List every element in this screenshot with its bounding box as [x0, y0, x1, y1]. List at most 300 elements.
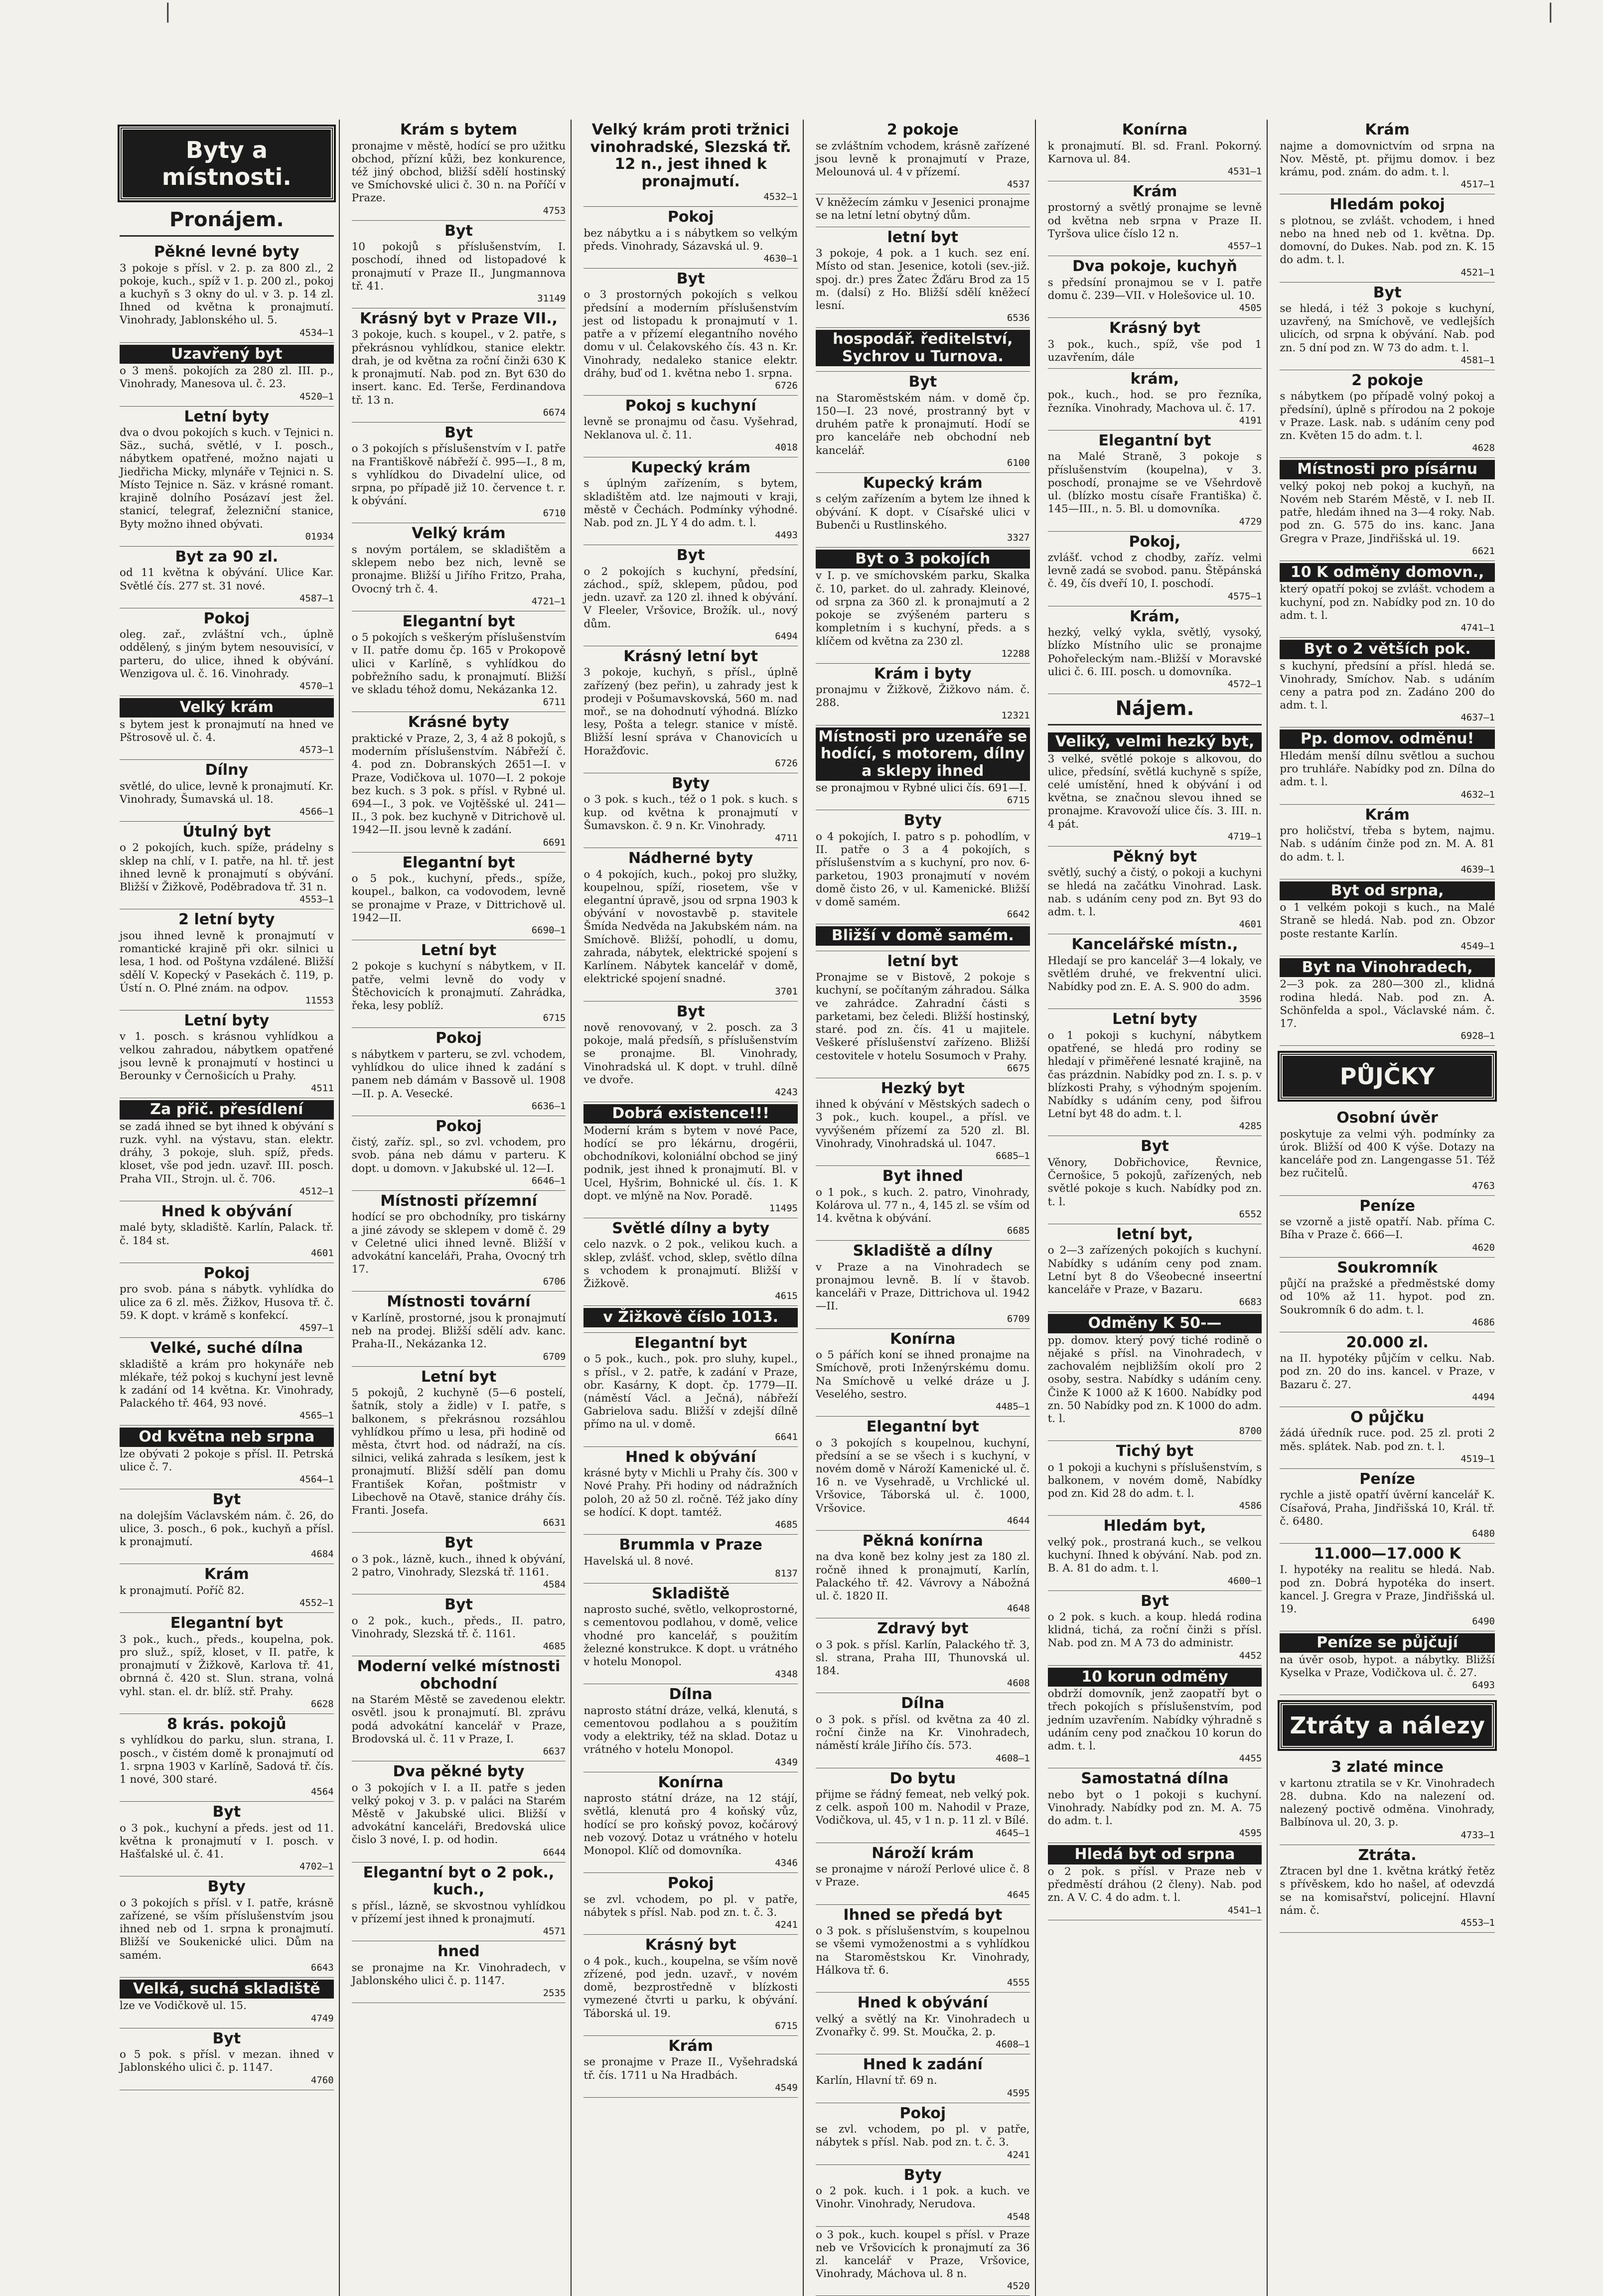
- ad-body: v 1. posch. s krásnou vyhlídkou a velkou zahradou, nábytkem opatřené jsou levně k pronajmutí v hostinci u Berounky v Černošicích u Prahy.: [120, 1030, 334, 1083]
- ad-title: Pěkný byt: [1112, 848, 1197, 865]
- section-rent: Pronájem.: [120, 208, 334, 237]
- classified-ad: [1048, 1666, 1262, 1769]
- ad-reference: 6715: [543, 1012, 566, 1024]
- ad-reference: 6643: [310, 1962, 334, 1973]
- ad-body: Karlín, Hlavní tř. 69 n.: [815, 2074, 937, 2087]
- classified-ad: [352, 611, 566, 713]
- ad-reference: 4455: [1239, 1753, 1262, 1764]
- ad-title: Dva pokoje, kuchyň: [1072, 258, 1237, 276]
- ad-title: Byt o 2 větších pok.: [1280, 640, 1495, 659]
- ad-body: se pronajme v Praze II., Vyšehradská tř. čís. 1711 u Na Hradbách.: [583, 2056, 798, 2082]
- ad-reference: 6628: [310, 1698, 334, 1710]
- ad-title: Elegantní byt o 2 pok., kuch.,: [363, 1864, 555, 1899]
- ad-body: naprosto státní dráze, velká, klenutá, s cementovou podlahou a s použitím vody a elektriky, též na sklad. Dotaz u vrátného v hotelu Monopol.: [583, 1704, 798, 1756]
- classified-ad: [816, 2103, 1030, 2165]
- ad-title: Pěkná konírna: [862, 1532, 983, 1550]
- ad-body: k pronajmutí. Poříč 82.: [120, 1584, 245, 1597]
- ad-reference: 4685: [775, 1519, 798, 1530]
- ad-title: Dílny: [205, 761, 249, 779]
- ad-reference: 8700: [1239, 1426, 1262, 1437]
- ad-reference: 4620: [1472, 1242, 1495, 1253]
- ad-title: Kancelářské místn.,: [1071, 936, 1238, 954]
- ad-body: na úvěr osob, hypot. a nábytky. Bližší Kyselka v Praze, Vodičkova ul. č. 27.: [1280, 1653, 1495, 1680]
- ad-title: Útulný byt: [182, 823, 271, 841]
- ad-body: pro svob. pána s nábytk. vyhlídka do ulice za 6 zl. měs. Žižkov, Husova tř. č. 59. K dopt. v krámě s konfekcí.: [120, 1283, 334, 1322]
- ad-body: o 3 pok. s přísl. od května za 40 zl. roční činže na Kr. Vinohradech, náměstí krále Jiřího čís. 573.: [815, 1713, 1030, 1752]
- ad-body: který opatří pokoj se zvlášt. vchodem a kuchyní, pod zn. Nabídky pod zn. 10 do adm. t. l.: [1280, 583, 1495, 622]
- ad-title: Hned k obývání: [857, 1994, 988, 2011]
- classified-ad: [120, 1426, 334, 1489]
- ad-title: v Žižkově číslo 1013.: [583, 1308, 798, 1327]
- ad-title: Pokoj: [667, 208, 714, 226]
- classified-ad: [120, 1201, 334, 1263]
- classified-ad: [583, 396, 798, 457]
- ad-reference: 4571: [543, 1926, 566, 1937]
- classified-ad: [120, 1263, 334, 1338]
- column-4: [811, 120, 1036, 2296]
- ad-title: Byt na Vinohradech,: [1280, 958, 1495, 978]
- ad-reference: 4601: [310, 1247, 334, 1259]
- ad-body: 3 pokoje s přísl. v 2. p. za 800 zl., 2 pokoje, kuch., spíž v 1. p. 200 zl., pokoj a kuchyň s 3 okny do ul. v 3. p. 14 zl. Ihned od května k pronajmutí. Vinohrady, Jablonského ul. 5.: [120, 262, 334, 327]
- ad-reference: 4601: [1239, 919, 1262, 930]
- ad-reference: 4648: [1007, 1603, 1030, 1614]
- classified-ad: [120, 1714, 334, 1802]
- ad-title: Krám i byty: [874, 665, 972, 683]
- ad-reference: 4241: [1007, 2149, 1030, 2160]
- classified-ad: [1280, 879, 1495, 956]
- ad-body: Hledají se pro kancelář 3—4 lokaly, ve světlém druhé, ve frekventní ulici. Nabídky pod zn. E. A. S. 900 do adm.: [1047, 954, 1262, 994]
- ad-reference: 4586: [1239, 1500, 1262, 1512]
- ad-title: Kupecký krám: [631, 458, 751, 476]
- ad-title: Světlé dílny a byty: [612, 1219, 770, 1237]
- ad-title: Byt: [1373, 284, 1402, 301]
- ad-body: se pronajme v nároží Perlové ulice č. 8 v Praze.: [815, 1863, 1030, 1889]
- ad-title: Pokoj s kuchyní: [625, 397, 756, 415]
- ad-reference: 4595: [1239, 1828, 1262, 1839]
- ad-reference: 3701: [775, 986, 798, 997]
- ad-reference: 4645—1: [996, 1827, 1030, 1839]
- classified-ad: [583, 1102, 798, 1218]
- classified-ad: [583, 120, 798, 207]
- ad-reference: 6685—1: [996, 1150, 1030, 1162]
- classified-ad: [1048, 1312, 1262, 1441]
- newspaper-page: [115, 120, 1500, 2292]
- ad-body: se zvl. vchodem, po pl. v patře, nábytek s přísl. Nab. pod zn. t. č. 3.: [815, 2123, 1030, 2149]
- classified-ad: [816, 194, 1030, 227]
- ad-title: O půjčku: [1350, 1408, 1425, 1426]
- ad-body: hezký, velký vykla, světlý, vysoký, blízko Místního ulic se pronajme Pohořeleckým nam.-Bližší v Moravské ulici č. 6. III. posch. u domovníka.: [1047, 626, 1262, 678]
- ad-body: hodící se pro obchodníky, pro tiskárny a jiné závody se sklepem v domě č. 29 v Celetné ulici ihned levně. Bližší v advokátní kanceláři, Praha, Ovocný trh 17.: [351, 1211, 566, 1276]
- classified-ad: [1048, 256, 1262, 318]
- classified-ad: [583, 1535, 798, 1583]
- ad-title: Skladiště a dílny: [853, 1242, 993, 1260]
- classified-ad: [1280, 805, 1495, 879]
- classified-ad: [816, 1241, 1030, 1328]
- ad-title: Letní byt: [421, 941, 497, 959]
- classified-ad: [1048, 181, 1262, 256]
- ad-body: pro holičství, třeba s bytem, najmu. Nab. s udáním činže pod zn. M. A. 81 do adm. t. l.: [1280, 825, 1495, 863]
- ad-title: Velký krám proti tržnici vinohradské, Slezská tř. 12 n., jest ihned k pronajmutí.: [590, 121, 791, 190]
- ad-reference: 6480: [1472, 1528, 1495, 1539]
- ad-reference: 4733—1: [1460, 1829, 1495, 1841]
- ad-body: na dolejším Václavském nám. č. 26, do ulice, 3. posch., 6 pok., kuchyň a přísl. k pronajmutí.: [120, 1509, 334, 1549]
- classified-ad: [1048, 1136, 1262, 1224]
- classified-ad: [120, 909, 334, 1010]
- classified-ad: [816, 810, 1030, 924]
- classified-ad: [1048, 1768, 1262, 1843]
- ad-reference: 4191: [1239, 415, 1262, 426]
- ad-title: letní byt: [887, 952, 959, 970]
- ad-reference: 12321: [1001, 710, 1030, 721]
- classified-ad: [352, 1367, 566, 1533]
- ad-reference: 4537: [1007, 179, 1030, 190]
- ad-body: obdrží domovník, jenž zaopatří byt o třech pokojích s příslušenstvím, pod jedním uzavřením. Nabídky výhradně s udáním ceny pod značkou 10 korun do adm. t. l.: [1047, 1688, 1262, 1753]
- ad-body: v Praze a na Vinohradech se pronajmou levně. B. lí v štavob. kanceláři v Praze, Dittrichova ul. 1942—II.: [815, 1261, 1030, 1313]
- ad-reference: 6552: [1239, 1208, 1262, 1220]
- ad-title: Krám s bytem: [400, 121, 518, 139]
- classified-ad: [120, 2028, 334, 2090]
- ad-reference: 6709: [543, 1351, 566, 1362]
- classified-ad: [583, 646, 798, 773]
- banner-lost: Ztráty a nálezy: [1280, 1702, 1495, 1749]
- ad-title: 3 zlaté mince: [1331, 1758, 1444, 1776]
- ad-body: levně se pronajmu od času. Vyšehrad, Neklanova ul. č. 11.: [583, 416, 798, 441]
- ad-body: 3 pok., kuch., předs., koupelna, pok. pro služ., spíž, kloset, v II. patře, k pronajmutí v Žižkově, Karlova tř. 41, obrnná č. 420 st. Slun. strana, volná vyhl. stan. el. dr. blíž. stř. Prahy.: [120, 1633, 334, 1698]
- ad-title: Místnosti pro uzenáře se hodící, s motorem, dílny a sklepy ihned: [816, 727, 1030, 781]
- classified-ad: [816, 725, 1030, 811]
- ad-reference: 6683: [1239, 1296, 1262, 1308]
- ad-reference: 4349: [775, 1756, 798, 1768]
- ad-reference: 6709: [1007, 1313, 1030, 1324]
- ad-reference: 11553: [305, 995, 334, 1006]
- ad-reference: 4597—1: [299, 1322, 334, 1333]
- classified-ad: [583, 1583, 798, 1685]
- classified-ad: [816, 1843, 1030, 1905]
- ad-reference: 4721—1: [531, 595, 566, 607]
- section-lease: Nájem.: [1048, 697, 1262, 725]
- classified-ad: [1280, 727, 1495, 804]
- classified-ad: [583, 1218, 798, 1306]
- ad-body: pronajme v městě, hodící se pro užitku obchod, přízní kůži, bez konkurence, též jiný obchod, bližší sdělí hostinský ve Smíchovské ulici č. 30 n. na Poříčí v Praze.: [351, 140, 566, 205]
- ad-title: Byt: [212, 2029, 241, 2047]
- classified-ad: [352, 853, 566, 940]
- ad-body: o 3 pok., lázně, kuch., ihned k obývání, 2 patro, Vinohrady, Slezská tř. 1161.: [351, 1553, 566, 1579]
- ad-title: Velký krám: [120, 698, 334, 718]
- classified-ad: [1280, 1757, 1495, 1845]
- ad-title: Ihned se předá byt: [843, 1906, 1003, 1924]
- classified-ad: [583, 848, 798, 1001]
- classified-ad: [816, 2054, 1030, 2103]
- ad-title: Krám: [204, 1566, 249, 1583]
- ad-body: o 4 pok., kuch., koupelna, se vším nově zřízené, pod jedn. uzavř., v novém domě, bezprostředně v blízkosti vymezené čtvrti u parku, k obývání. Táborská ul. 19.: [583, 1955, 798, 2020]
- ad-title: Krám: [1132, 182, 1177, 200]
- classified-ad: [120, 1338, 334, 1426]
- ad-title: Byt: [444, 1534, 473, 1552]
- ad-body: na Malé Straně, 3 pokoje s příslušenstvím (koupelna), v 3. poschodí, pronajme se ve Všehrdově ul. (blízko mostu císaře Františka) č. 145—III., n. 5. Bl. u domovníka.: [1047, 450, 1262, 516]
- margin-mark-left: |: [164, 0, 171, 23]
- ad-reference: 6646—1: [531, 1175, 566, 1186]
- ad-title: Elegantní byt: [402, 612, 515, 630]
- ad-title: Pokoj: [436, 1117, 482, 1135]
- ad-body: s předsíní pronajmou se v I. patře domu č. 239—VII. v Holešovice ul. 10.: [1047, 276, 1262, 302]
- classified-ad: [1048, 532, 1262, 606]
- ad-title: Byt: [676, 270, 705, 287]
- classified-ad: [352, 712, 566, 852]
- ad-reference: 6637: [543, 1746, 566, 1757]
- ad-reference: 6631: [543, 1517, 566, 1529]
- ad-title: Krásné byty: [408, 714, 510, 731]
- ad-reference: 4608—1: [996, 1752, 1030, 1764]
- ad-reference: 4493: [775, 530, 798, 541]
- classified-ad: [1280, 638, 1495, 727]
- ad-title: Konírna: [658, 1773, 724, 1791]
- classified-ad: [120, 343, 334, 407]
- ad-title: Byt: [212, 1803, 241, 1821]
- classified-ad: [120, 1613, 334, 1714]
- ad-title: Letní byty: [184, 1011, 270, 1029]
- ad-body: na Starém Městě se zavedenou elektr. osvětl. jsou k pronajmutí. Bl. zprávu podá advokátní kancelář v Praze, Brodovská ul. č. 11 v Praze, I.: [351, 1694, 566, 1745]
- ad-reference: 4615: [775, 1291, 798, 1302]
- classified-ad: [1280, 120, 1495, 194]
- ad-reference: 4608: [1007, 1678, 1030, 1689]
- classified-ad: [583, 1447, 798, 1535]
- classified-ad: [583, 1935, 798, 2036]
- ad-body: s nábytkem (po případě volný pokoj a předsíní), úplně s přírodou na 2 pokoje v Praze. Lask. nab. s udáním ceny pod zn. Květen 15 do adm. t. l.: [1280, 390, 1495, 442]
- ad-reference: 4711: [775, 833, 798, 844]
- ad-title: 8 krás. pokojů: [167, 1715, 287, 1733]
- ad-reference: 4573—1: [299, 744, 334, 756]
- column-2: [347, 120, 572, 2296]
- ad-body: o 3 pokojích s příslušenstvím v I. patře na Františkově nábřeží č. 995—I., 8 m, s vyhlídkou do Divadelní ulice, od srpna, po případě již 10. července t. r. k obývání.: [351, 442, 566, 508]
- ad-reference: 6706: [543, 1276, 566, 1288]
- ad-reference: 6691: [543, 837, 566, 848]
- ad-body: s nábytkem v parteru, se zvl. vchodem, vyhlídkou do ulice ihned k zadání s panem neb dámám v Bassově ul. 1908—II. p. A. Vesecké.: [351, 1048, 566, 1100]
- classified-ad: [1048, 1843, 1262, 1920]
- ad-body: pp. domov. který pový tiché rodině o nějaké s přísl. na Vinohradech, v zachovalém nejbližším okolí pro 2 osoby, sestra. Nabídky s udáním ceny. Činže K 1000 až K 1600. Nabídky pod zn. 50 Nabídky pod zn. K 1000 do adm. t. l.: [1047, 1334, 1262, 1425]
- ad-body: o 2 pok. s kuch. a koup. hledá rodina klidná, tichá, za roční činži s přísl. Nab. pod zn. M A 73 do administr.: [1047, 1611, 1262, 1650]
- classified-ad: [816, 1905, 1030, 1993]
- ad-body: o 3 menš. pokojích za 280 zl. III. p., Vinohrady, Manesova ul. č. 23.: [120, 365, 334, 391]
- ad-title: Elegantní byt: [1098, 431, 1211, 449]
- classified-ad: [120, 547, 334, 608]
- ad-title: Elegantní byt: [170, 1614, 283, 1632]
- ad-reference: 4572—1: [1227, 679, 1262, 690]
- classified-ad: [120, 1098, 334, 1201]
- ad-body: o 2 pok. s přísl. v Praze neb v předměstí dráhou (2 členy). Nab. pod zn. A V. C. 4 do adm. t. l.: [1047, 1865, 1262, 1904]
- classified-ad: [816, 1693, 1030, 1768]
- ad-body: s novým portálem, se skladištěm a sklepem nebo bez nich, levně se pronajme. Bližší u Jiřího Fritzo, Praha, Ovocný trh č. 4.: [351, 543, 566, 595]
- ad-body: o 5 pok. s přísl. v mezan. ihned v Jablonského ulici č. p. 1147.: [120, 2048, 334, 2074]
- classified-ad: [816, 2165, 1030, 2227]
- ad-title: Soukromník: [1337, 1259, 1438, 1277]
- ad-body: o 5 pok., kuchyní, předs., spíže, koupel., balkon, ca vodovodem, levně se pronajme v Praze, v Dittrichově ul. 1942—II.: [351, 872, 566, 924]
- classified-ad: [352, 1941, 566, 2003]
- ad-title: letní byt: [887, 228, 959, 246]
- ad-title: Pokoj: [667, 1874, 714, 1892]
- ad-reference: 4552—1: [299, 1597, 334, 1609]
- ad-body: se pronajme na Kr. Vinohradech, v Jablonského ulici č. p. 1147.: [351, 1961, 566, 1987]
- classified-ad: [1048, 369, 1262, 430]
- ad-title: Velký krám: [412, 525, 506, 543]
- ad-reference: 4549: [775, 2082, 798, 2093]
- ad-body: nebo byt o 1 pokoji s kuchyní. Vinohrady. Nabídky pod zn. M. A. 75 do adm. t. l.: [1047, 1788, 1262, 1828]
- ad-body: s bytem jest k pronajmutí na hned ve Pštrosově ul. č. 4.: [120, 718, 334, 744]
- ad-title: 11.000—17.000 K: [1313, 1545, 1461, 1563]
- ad-reference: 4564—1: [299, 1474, 334, 1485]
- ad-body: s plotnou, se zvlášt. vchodem, i hned nebo na hned neb od 1. května. Dp. domovní, do Dukes. Nab. pod zn. K. 15 do adm. t. l.: [1280, 214, 1495, 267]
- ad-reference: 6726: [775, 380, 798, 391]
- ad-title: Nároží krám: [872, 1844, 974, 1862]
- ad-title: 2 letní byty: [178, 911, 275, 929]
- ad-title: Byt za 90 zl.: [175, 548, 279, 566]
- ad-body: o 3 pokojích s koupelnou, kuchyní, předsíní a se se všech i s kuchyní, v novém domě v Nároží Kamenické ul. č. 16 n. ve Vysehradě, u Vrchlické ul. Vršovice, Táborská ul. č. 1000, Vršovice.: [815, 1436, 1030, 1515]
- classified-ad: [1280, 1631, 1495, 1695]
- ad-reference: 6674: [543, 407, 566, 418]
- classified-ad: [816, 951, 1030, 1078]
- classified-ad: [120, 1010, 334, 1098]
- ad-body: se hledá, i též 3 pokoje s kuchyní, uzavřený, na Smíchově, ve vedlejších ulicích, od srpna k obývání. Nab. pod zn. 5 dní pod zn. W 73 do adm. t. l.: [1280, 302, 1495, 354]
- ad-title: Letní byty: [1112, 1010, 1197, 1028]
- classified-ad: [816, 473, 1030, 548]
- ad-title: krám,: [1130, 370, 1179, 388]
- banner-rooms: Byty a místnosti.: [120, 127, 334, 200]
- ad-title: Ztráta.: [1358, 1846, 1417, 1864]
- ad-title: Krám: [668, 2037, 713, 2055]
- ad-body: přijme se řádný femeat, neb velký pok. z celk. aspoň 100 m. Nahodil v Praze, Vodičkova, ul. 45, v 1 n. p. 11 zl. v Bílé.: [815, 1788, 1030, 1827]
- ad-body: skladiště a krám pro hokynáře neb mlékaře, též pokoj s kuchyní jest levně k zadání od 14 května. Kr. Vinohrady, Palackého tř. 464, 93 nové.: [120, 1358, 334, 1410]
- ad-title: Velká, suchá skladiště: [120, 1980, 334, 1999]
- ad-body: nově renovovaný, v 2. posch. za 3 pokoje, malá předsíň, s příslušenstvím se pronajme. Bl. Vinohrady, Vinohradská ul. K dopt. v truhl. dílně ve dvoře.: [583, 1021, 798, 1086]
- ad-title: Hledá byt od srpna: [1048, 1845, 1262, 1865]
- margin-mark-right: |: [1547, 0, 1554, 23]
- ad-body: o 5 pokojích s veškerým příslušenstvím v II. patře domu čp. 165 v Prokopově ulici v Karlíně, s vyhlídkou do pobřežního sadu, k pronajmutí. Bližší ve skladu téhož domu, Nekázanka 12.: [351, 631, 566, 697]
- classified-ad: [1048, 1591, 1262, 1666]
- ad-reference: 4557—1: [1227, 241, 1262, 252]
- ad-title: Byt o 3 pokojích: [816, 550, 1030, 569]
- ad-body: se vzorně a jistě opatří. Nab. příma C. Bíha v Praze č. 666—I.: [1280, 1216, 1495, 1242]
- ad-title: Hledám byt,: [1103, 1517, 1206, 1535]
- ad-title: Peníze se půjčují: [1280, 1633, 1495, 1653]
- ad-title: Peníze: [1359, 1470, 1416, 1488]
- classified-ad: [352, 1863, 566, 1941]
- ad-body: v I. p. ve smíchovském parku, Skalka č. 10, parket. do ul. zahrady. Kleinové, od srpna za 360 zl. k pronajmutí a 2 pokoje se zvýšeném parteru s kompletním i s kuchyní, předs. a s klíčem od května za 230 zl.: [815, 570, 1030, 648]
- ad-reference: 6690—1: [531, 924, 566, 936]
- ad-body: o 3 pok., kuchyní a předs. jest od 11. května k pronajmutí v I. posch. v Hašťalské ul. č. 41.: [120, 1822, 334, 1861]
- classified-ad: [816, 1768, 1030, 1843]
- ad-body: najme a domovnictvím od srpna na Nov. Městě, pt. přijmu domov. i bez krámu, pod. znám. do adm. t. l.: [1280, 140, 1495, 178]
- ad-body: světlé, do ulice, levně k pronajmutí. Kr. Vinohrady, Šumavská ul. 18.: [120, 780, 334, 806]
- classified-ad: [583, 1306, 798, 1333]
- ad-reference: 4553—1: [299, 894, 334, 905]
- ad-title: Pokoj: [899, 2104, 946, 2122]
- ad-reference: 4686: [1472, 1316, 1495, 1328]
- ad-reference: 4505: [1239, 302, 1262, 314]
- ad-reference: 4452: [1239, 1650, 1262, 1661]
- classified-ad: [583, 207, 798, 269]
- ad-title: Peníze: [1359, 1197, 1416, 1215]
- ad-reference: 4608—1: [996, 2038, 1030, 2050]
- ad-body: prostorný a světlý pronajme se levně od května neb srpna v Praze II. Tyršova ulice číslo 12 n.: [1047, 201, 1262, 240]
- ad-reference: 4549—1: [1460, 940, 1495, 952]
- ad-reference: 4628: [1472, 442, 1495, 454]
- ad-reference: 4243: [775, 1087, 798, 1098]
- ad-reference: 8137: [775, 1568, 798, 1579]
- ad-body: na II. hypotéky půjčím v celku. Nab. pod zn. 20 do ins. kancel. v Praze, v Bazaru č. 27.: [1280, 1352, 1495, 1391]
- ad-reference: 4018: [775, 441, 798, 453]
- classified-ad: [1280, 194, 1495, 282]
- ad-reference: 6675: [1007, 1062, 1030, 1074]
- ad-title: Za přič. přesídlení: [120, 1100, 334, 1120]
- ad-reference: 4749: [310, 2012, 334, 2024]
- ad-body: praktické v Praze, 2, 3, 4 až 8 pokojů, s moderním příslušenstvím. Nábřeží č. 4. pod zn. Dobranských 2651—I. v Praze, Vodičkova ul. 1070—I. 2 pokoje bez kuch. s 3 pok. s přísl. v Rybné ul. 694—I., 3 pok. ve Vojtěšské ul. 241—II., 3 pok. bez kuchyně v Ditrichově ul. 1942—II. jsou levně k zadání.: [351, 732, 566, 837]
- classified-ad: [816, 1078, 1030, 1166]
- ad-reference: 4763: [1472, 1180, 1495, 1191]
- ad-body: od 11 května k obývání. Ulice Kar. Světlé čís. 277 st. 31 nové.: [120, 567, 334, 592]
- ad-body: o 2 pokojích s kuchyní, předsíní, záchod., spíž, sklepem, půdou, pod jedn. uzavř. za 120 zl. ihned k obývání. V Fleeler, Vršovice, Brožík. ul., nový dům.: [583, 565, 798, 630]
- classified-ad: [816, 1993, 1030, 2054]
- ad-body: světlý, suchý a čistý, o pokoji a kuchyni se hledá na začátku Vinohrad. Lask. nab. s udáním ceny pod zn. Byt 93 do adm. t. l.: [1047, 866, 1262, 918]
- ad-reference: 4570—1: [299, 681, 334, 692]
- classified-ad: [120, 696, 334, 760]
- ad-title: Byty: [903, 812, 942, 830]
- classified-ad: [120, 1564, 334, 1613]
- classified-ad: [583, 269, 798, 396]
- ad-body: o 5 pok., kuch., pok. pro sluhy, kupel., s přísl., v 2. patře, k zadání v Praze, obr. Kasárny, K dopt. čp. 1779—II. (náměstí Václ. a Ječná), nábřeží Gabrielova sadu. Bližší v zdejší dílně přímo na ul. v domě.: [583, 1353, 798, 1431]
- classified-ad: [816, 1166, 1030, 1241]
- ad-title: Byt: [444, 1596, 473, 1614]
- ad-title: Krásný letní byt: [623, 647, 758, 665]
- ad-body: V kněžecím zámku v Jesenici pronajme se na letní letní obytný dům.: [815, 196, 1030, 222]
- classified-ad: [120, 760, 334, 822]
- ad-reference: 4741—1: [1460, 622, 1495, 634]
- ad-title: Krásný byt: [1109, 319, 1200, 337]
- classified-ad: [1048, 1441, 1262, 1516]
- ad-body: o 3 pok. s příslušenstvím, s koupelnou se všemi vymoženostmi a s vyhlídkou na Staroměstskou Kr. Vinohrady, Hálkova tř. 6.: [815, 1925, 1030, 1977]
- ad-title: Bližší v domě samém.: [816, 926, 1030, 946]
- ad-title: hospodář. ředitelství, Sychrov u Turnova.: [816, 330, 1030, 366]
- classified-ad: [120, 407, 334, 547]
- ad-reference: 4639—1: [1460, 863, 1495, 875]
- ad-title: Pokoj: [203, 1264, 250, 1282]
- classified-ad: [120, 1876, 334, 1978]
- ad-reference: 4512—1: [299, 1185, 334, 1197]
- classified-ad: [352, 523, 566, 611]
- classified-ad: [352, 221, 566, 308]
- ad-reference: 6685: [1007, 1225, 1030, 1237]
- ad-title: Byt: [212, 1491, 241, 1509]
- ad-body: Pronajme se v Bistově, 2 pokoje s kuchyní, se počítaným záhradou. Sálka ve zahrádce. Zahradní části s parketami, bez čeledi. Bližší hostinský, staré. pod zn. čís. 41 u majitele. Veškeré příslušenství zařízeno. Bližší cestovitele v hotelu Sosumoch v Prahy.: [815, 971, 1030, 1062]
- ad-body: velký a světlý na Kr. Vinohradech u Zvonařky č. 99. St. Moučka, 2. p.: [815, 2012, 1030, 2038]
- ad-reference: 4241: [775, 1919, 798, 1931]
- ad-title: 2 pokoje: [1351, 371, 1424, 389]
- ad-reference: 6726: [775, 757, 798, 769]
- classified-ad: [583, 2036, 798, 2098]
- ad-title: Odměny K 50-—: [1048, 1314, 1262, 1333]
- ad-title: Konírna: [890, 1330, 956, 1348]
- ad-reference: 01934: [305, 531, 334, 542]
- classified-ad: [816, 120, 1030, 194]
- ad-title: Krásný byt: [645, 1936, 736, 1954]
- ad-title: Dva pěkné byty: [393, 1763, 525, 1781]
- ad-title: Hezký byt: [880, 1079, 965, 1097]
- classified-ad: [1280, 956, 1495, 1046]
- ad-body: bez nábytku a i s nábytkem so velkým předs. Vinohrady, Sázavská ul. 9.: [583, 227, 798, 253]
- classified-ad: [583, 1684, 798, 1772]
- classified-ad: [1048, 730, 1262, 847]
- ad-title: Byt: [1141, 1592, 1169, 1610]
- classified-ad: [1280, 1845, 1495, 1933]
- ad-title: Byt ihned: [882, 1167, 963, 1185]
